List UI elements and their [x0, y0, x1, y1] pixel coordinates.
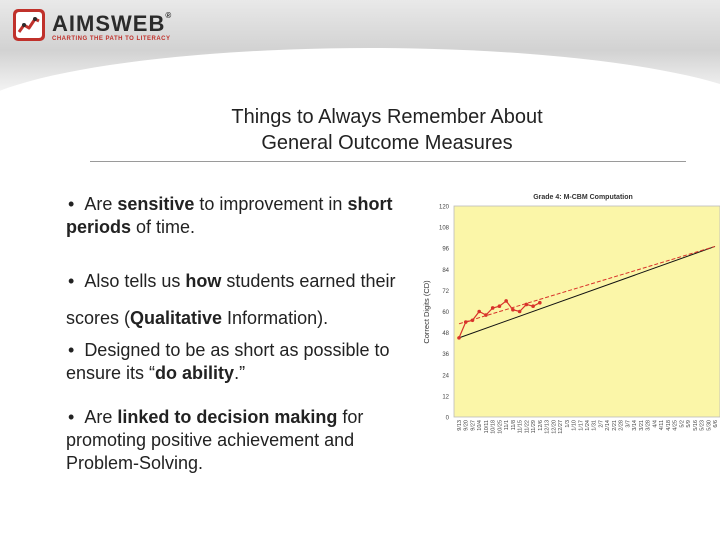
bullet-emphasis: Qualitative — [130, 308, 223, 328]
slide-header — [0, 0, 720, 92]
title-line-2: General Outcome Measures — [261, 132, 513, 154]
y-axis-label: Correct Digits (CD) — [422, 280, 431, 344]
x-axis-ticks — [457, 420, 719, 434]
title-line-1: Things to Always Remember About — [231, 106, 543, 128]
x-tick-label: 1/31 — [591, 420, 598, 431]
x-tick-label: 2/28 — [618, 420, 625, 431]
x-tick-label: 4/11 — [659, 420, 666, 431]
x-tick-label: 3/14 — [632, 420, 639, 431]
bullet-segment: Are — [84, 194, 118, 214]
bullet-segment: of time. — [131, 217, 196, 237]
data-point — [464, 320, 468, 324]
y-tick-label: 12 — [442, 394, 449, 401]
x-tick-label: 5/9 — [686, 420, 693, 428]
x-tick-label: 12/20 — [551, 420, 558, 434]
x-tick-label: 10/4 — [477, 420, 484, 431]
y-tick-label: 84 — [442, 267, 449, 274]
x-tick-label: 2/7 — [598, 420, 605, 428]
x-tick-label: 2/21 — [611, 420, 618, 431]
x-tick-label: 4/18 — [665, 420, 672, 431]
bullet-emphasis: how — [185, 271, 222, 291]
data-point — [491, 306, 495, 310]
x-tick-label: 10/25 — [497, 420, 504, 434]
bullet-text — [66, 271, 395, 328]
data-point — [471, 318, 475, 322]
bullet-segment: Information). — [222, 308, 329, 328]
bullet-text — [66, 194, 392, 237]
bullet-emphasis: sensitive — [117, 194, 195, 214]
plot-area — [454, 206, 720, 417]
bullet-item: • Also tells us how students earned their scores (Qualitative Information). — [66, 271, 396, 328]
aimsweb-logo — [12, 8, 182, 44]
y-tick-label: 72 — [442, 288, 449, 295]
x-tick-label: 4/4 — [652, 420, 659, 428]
x-tick-label: 11/1 — [504, 420, 511, 431]
data-point — [538, 301, 542, 305]
bullet-segment: Designed to be as short as possible to ensure its “ — [66, 340, 390, 383]
data-point — [457, 336, 461, 340]
progress-chart — [416, 184, 720, 446]
x-tick-label: 4/25 — [672, 420, 679, 431]
chart-title: Grade 4: M-CBM Computation — [533, 194, 633, 201]
y-tick-label: 96 — [442, 246, 449, 253]
x-tick-label: 10/11 — [483, 420, 490, 434]
x-tick-label: 2/14 — [605, 420, 612, 431]
bullet-segment: for promoting positive achievement and Problem-Solving. — [66, 407, 364, 473]
x-tick-label: 9/13 — [457, 420, 463, 431]
x-tick-label: 1/24 — [585, 420, 591, 431]
data-point — [504, 299, 508, 303]
data-point — [531, 304, 535, 308]
bullet-item: • Designed to be as short as possible to ensure its “do ability.” — [66, 340, 390, 383]
x-tick-label: 5/16 — [692, 420, 699, 431]
x-tick-label: 11/8 — [510, 420, 517, 431]
data-point — [518, 310, 522, 314]
x-tick-label: 6/6 — [713, 420, 719, 428]
x-tick-label: 5/30 — [706, 420, 713, 431]
x-tick-label: 12/6 — [537, 420, 544, 431]
bullet-item: • Are sensitive to improvement in short periods of time. — [66, 194, 393, 237]
y-tick-label: 0 — [445, 415, 449, 422]
data-point — [498, 304, 502, 308]
x-tick-label: 1/10 — [571, 420, 578, 431]
x-tick-label: 11/29 — [531, 420, 538, 434]
data-point — [477, 310, 481, 314]
y-tick-label: 108 — [438, 225, 449, 232]
y-tick-label: 120 — [438, 204, 449, 211]
logo-wordmark: AIMSWEB® — [52, 11, 173, 36]
bullet-emphasis: short periods — [66, 194, 393, 237]
slide-title — [180, 104, 594, 156]
y-tick-label: 24 — [442, 373, 449, 380]
x-tick-label: 5/2 — [679, 420, 686, 428]
bullet-item: • Are linked to decision making for promoting positive achievement and Problem-Solving. — [66, 407, 364, 473]
x-tick-label: 1/3 — [564, 420, 571, 428]
x-tick-label: 11/22 — [524, 420, 531, 434]
y-axis-ticks — [439, 205, 450, 422]
x-tick-label: 9/27 — [470, 420, 477, 431]
data-point — [511, 308, 515, 312]
x-tick-label: 3/28 — [645, 420, 652, 431]
logo-chart-icon — [12, 8, 46, 42]
x-tick-label: 11/15 — [517, 420, 524, 434]
title-divider — [90, 161, 686, 162]
data-point — [484, 313, 488, 317]
logo-tagline: CHARTING THE PATH TO LITERACY — [52, 36, 171, 42]
bullet-emphasis: linked to decision making — [117, 407, 338, 427]
bullet-text — [66, 407, 363, 473]
bullet-segment: .” — [234, 363, 246, 383]
y-tick-label: 36 — [442, 352, 449, 359]
x-tick-label: 10/18 — [490, 420, 497, 434]
bullet-segment: Are — [84, 407, 118, 427]
x-tick-label: 5/23 — [699, 420, 706, 431]
x-tick-label: 3/7 — [625, 420, 632, 428]
x-tick-label: 3/21 — [638, 420, 645, 431]
y-tick-label: 48 — [442, 331, 449, 338]
x-tick-label: 12/13 — [544, 420, 551, 434]
bullet-text — [66, 340, 390, 383]
x-tick-label: 12/27 — [558, 420, 565, 434]
bullet-segment: to improvement in — [194, 194, 348, 214]
x-tick-label: 1/17 — [578, 420, 585, 431]
bullet-emphasis: do ability — [155, 363, 235, 383]
bullet-segment: Also tells us — [84, 271, 186, 291]
y-tick-label: 60 — [442, 310, 449, 316]
bullet-segment: students earned their scores ( — [66, 271, 396, 328]
data-point — [525, 303, 529, 307]
x-tick-label: 9/20 — [463, 420, 470, 431]
